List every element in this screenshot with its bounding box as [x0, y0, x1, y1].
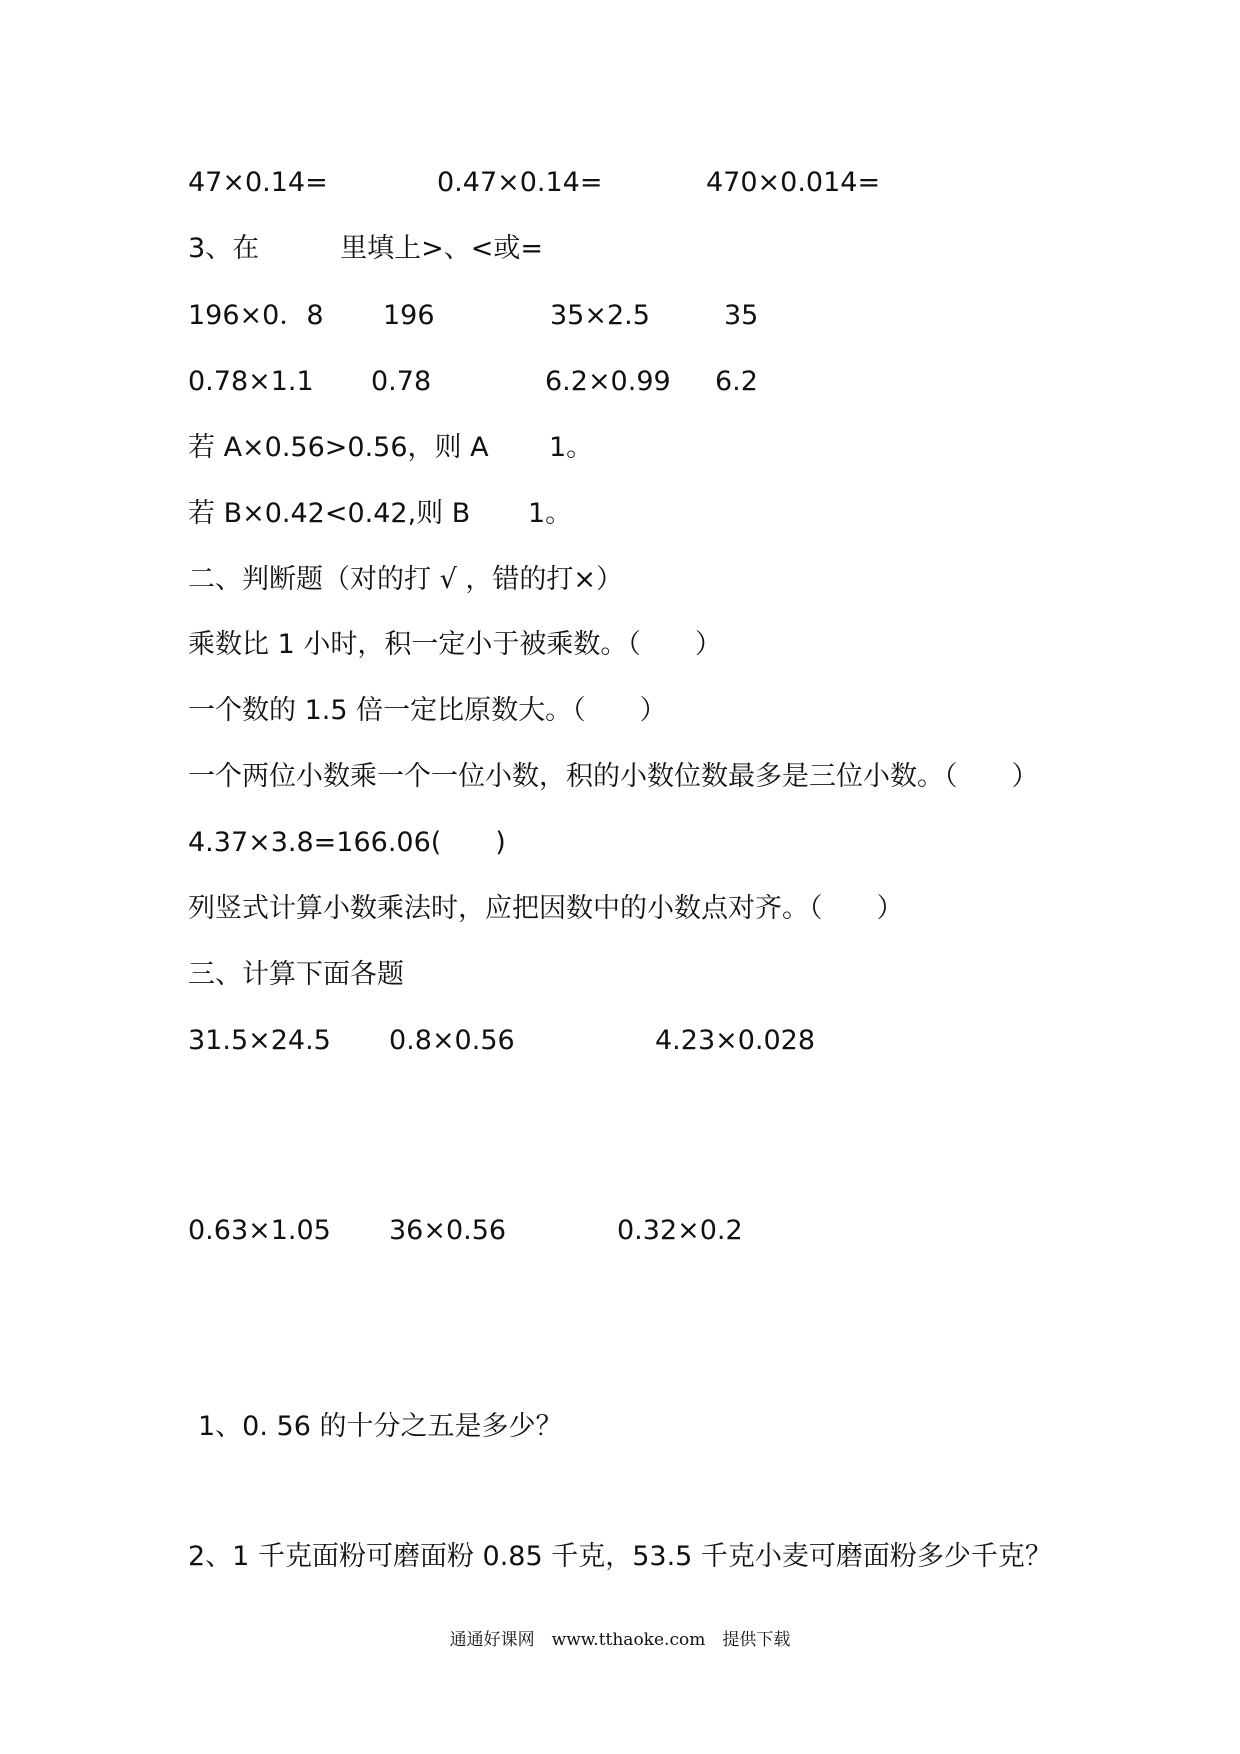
expression: 6.2 — [715, 366, 758, 397]
judgment-item: 列竖式计算小数乘法时，应把因数中的小数点对齐。（ ） — [188, 893, 904, 924]
section-true-false-heading: 二、判断题（对的打 √ ，错的打×） — [188, 564, 623, 595]
word-problem-2: 2、1 千克面粉可磨面粉 0.85 千克，53.5 千克小麦可磨面粉多少千克？ — [188, 1541, 1052, 1572]
expression: 若 B×0.42<0.42,则 B — [188, 498, 471, 529]
expression: 4.23×0.028 — [655, 1025, 816, 1056]
expression: 若 A×0.56>0.56，则 A — [188, 432, 489, 463]
expression: 196 — [383, 300, 435, 331]
expression: 36×0.56 — [389, 1215, 507, 1246]
expression: 35 — [724, 300, 759, 331]
expression: 31.5×24.5 — [188, 1025, 331, 1056]
judgment-item: 4.37×3.8=166.06( ) — [188, 827, 506, 858]
judgment-item: 一个数的 1.5 倍一定比原数大。（ ） — [188, 695, 667, 726]
expression: 0.63×1.05 — [188, 1215, 331, 1246]
word-problem-1: 1、0. 56 的十分之五是多少？ — [198, 1411, 563, 1442]
expression: 0.32×0.2 — [617, 1215, 743, 1246]
expression: 6.2×0.99 — [545, 366, 671, 397]
section-calculation-heading: 三、计算下面各题 — [188, 959, 404, 990]
expression: 0.47×0.14= — [437, 167, 603, 198]
page-footer: 通通好课网 www.tthaoke.com 提供下载 — [449, 1630, 791, 1650]
expression: 470×0.014= — [706, 167, 881, 198]
expression: 0.78×1.1 — [188, 366, 314, 397]
expression: 47×0.14= — [188, 167, 328, 198]
expression: 0.78 — [371, 366, 432, 397]
expression: 0.8×0.56 — [389, 1025, 515, 1056]
expression: 1。 — [549, 432, 594, 463]
expression: 1。 — [528, 498, 573, 529]
judgment-item: 一个两位小数乘一个一位小数，积的小数位数最多是三位小数。（ ） — [188, 761, 1039, 792]
section-compare-heading: 3、在 里填上>、<或= — [188, 233, 544, 264]
expression: 196×0．8 — [188, 300, 324, 331]
expression: 35×2.5 — [550, 300, 650, 331]
judgment-item: 乘数比 1 小时，积一定小于被乘数。（ ） — [188, 629, 722, 660]
